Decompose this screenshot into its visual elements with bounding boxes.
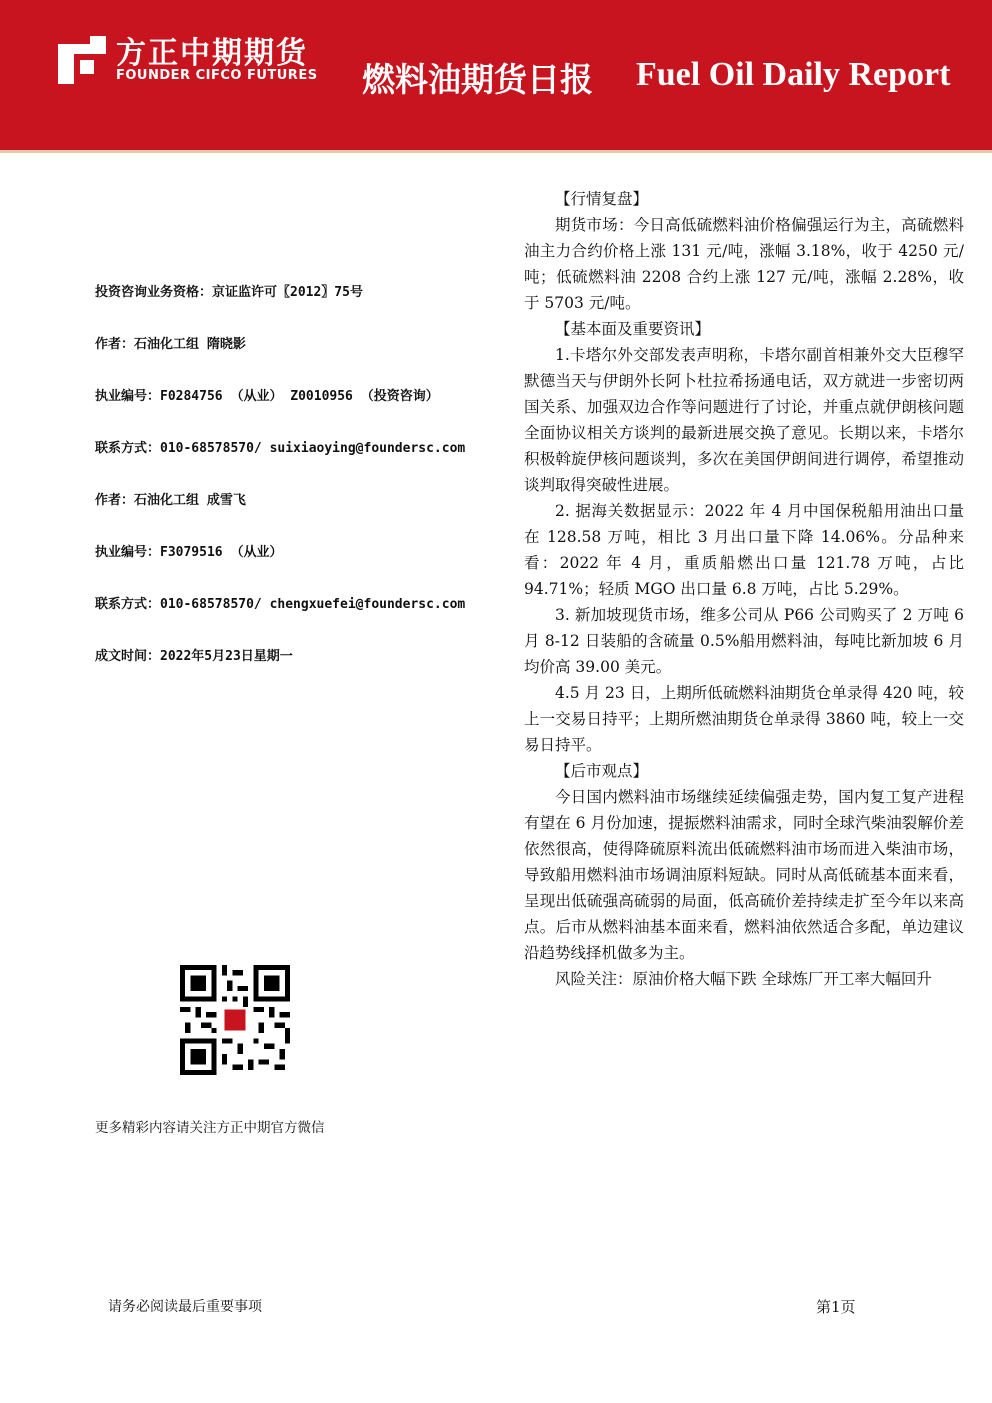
report-title-en: Fuel Oil Daily Report: [636, 56, 951, 93]
company-logo-icon: [56, 34, 108, 86]
section-heading: 【行情复盘】: [555, 190, 649, 208]
date-line: 成文时间：2022年5月23日星期一: [95, 649, 293, 664]
license-line: 执业编号：F3079516 （从业）: [95, 545, 283, 560]
report-body: [524, 186, 964, 992]
header-rule: [0, 150, 992, 153]
paragraph: 期货市场：今日高低硫燃料油价格偏强运行为主，高硫燃料油主力合约价格上涨 131 元/吨，涨幅 3.18%，收于 4250 元/吨；低硫燃料油 2208 合约上涨 127 元/吨，涨幅 2.28%，收于 5703 元/吨。: [524, 216, 964, 312]
paragraph: 今日国内燃料油市场继续延续偏强走势，国内复工复产进程有望在 6 月份加速，提振燃料油需求，同时全球汽柴油裂解价差依然很高，使得降硫原料流出低硫燃料油市场而进入柴油市场，导致船用燃料油市场调油原料短缺。同时从高低硫基本面来看，呈现出低硫强高硫弱的局面，低高硫价差持续走扩至今年以来高点。后市从燃料油基本面来看，燃料油依然适合多配，单边建议沿趋势线择机做多为主。: [524, 788, 964, 962]
qualification-line: 投资咨询业务资格：京证监许可〖2012〗75号: [95, 285, 363, 300]
author-info: [95, 284, 515, 700]
author-line: 作者：石油化工组 隋晓影: [95, 337, 246, 352]
wechat-qr-code-icon: [180, 965, 290, 1075]
license-line: 执业编号：F0284756 （从业） Z0010956 （投资咨询）: [95, 389, 439, 404]
paragraph: 3. 新加坡现货市场，维多公司从 P66 公司购买了 2 万吨 6 月 8-12 日装船的含硫量 0.5%船用燃料油，每吨比新加坡 6 月均价高 39.00 美元。: [524, 606, 964, 676]
report-title-cn: 燃料油期货日报: [362, 60, 593, 99]
qr-caption: 更多精彩内容请关注方正中期官方微信: [95, 1120, 325, 1136]
contact-line: 联系方式：010-68578570/ suixiaoying@foundersc.com: [95, 441, 466, 456]
paragraph: 2. 据海关数据显示：2022 年 4 月中国保税船用油出口量在 128.58 万吨，相比 3 月出口量下降 14.06%。分品种来看：2022 年 4 月，重质船燃出口量 121.78 万吨，占比 94.71%；轻质 MGO 出口量 6.8 万吨，占比 5.29%。: [524, 502, 964, 598]
brand-name-en: FOUNDER CIFCO FUTURES: [116, 68, 318, 83]
contact-line: 联系方式：010-68578570/ chengxuefei@foundersc.com: [95, 597, 466, 612]
risk-note: 风险关注：原油价格大幅下跌 全球炼厂开工率大幅回升: [555, 970, 932, 988]
section-heading: 【基本面及重要资讯】: [555, 320, 711, 338]
paragraph: 4.5 月 23 日，上期所低硫燃料油期货仓单录得 420 吨，较上一交易日持平；上期所燃油期货仓单录得 3860 吨，较上一交易日持平。: [524, 684, 964, 754]
brand-name-cn: 方正中期期货: [116, 36, 308, 71]
section-heading: 【后市观点】: [555, 762, 649, 780]
paragraph: 1.卡塔尔外交部发表声明称，卡塔尔副首相兼外交大臣穆罕默德当天与伊朗外长阿卜杜拉希扬通电话，双方就进一步密切两国关系、加强双边合作等问题进行了讨论，并重点就伊朗核问题全面协议相关方谈判的最新进展交换了意见。长期以来，卡塔尔积极斡旋伊核问题谈判，多次在美国伊朗间进行调停，希望推动谈判取得突破性进展。: [524, 346, 964, 494]
page-number: 第1页: [816, 1298, 856, 1316]
report-header: [0, 0, 992, 150]
author-line: 作者：石油化工组 成雪飞: [95, 493, 246, 508]
footer-notice: 请务必阅读最后重要事项: [108, 1299, 262, 1315]
